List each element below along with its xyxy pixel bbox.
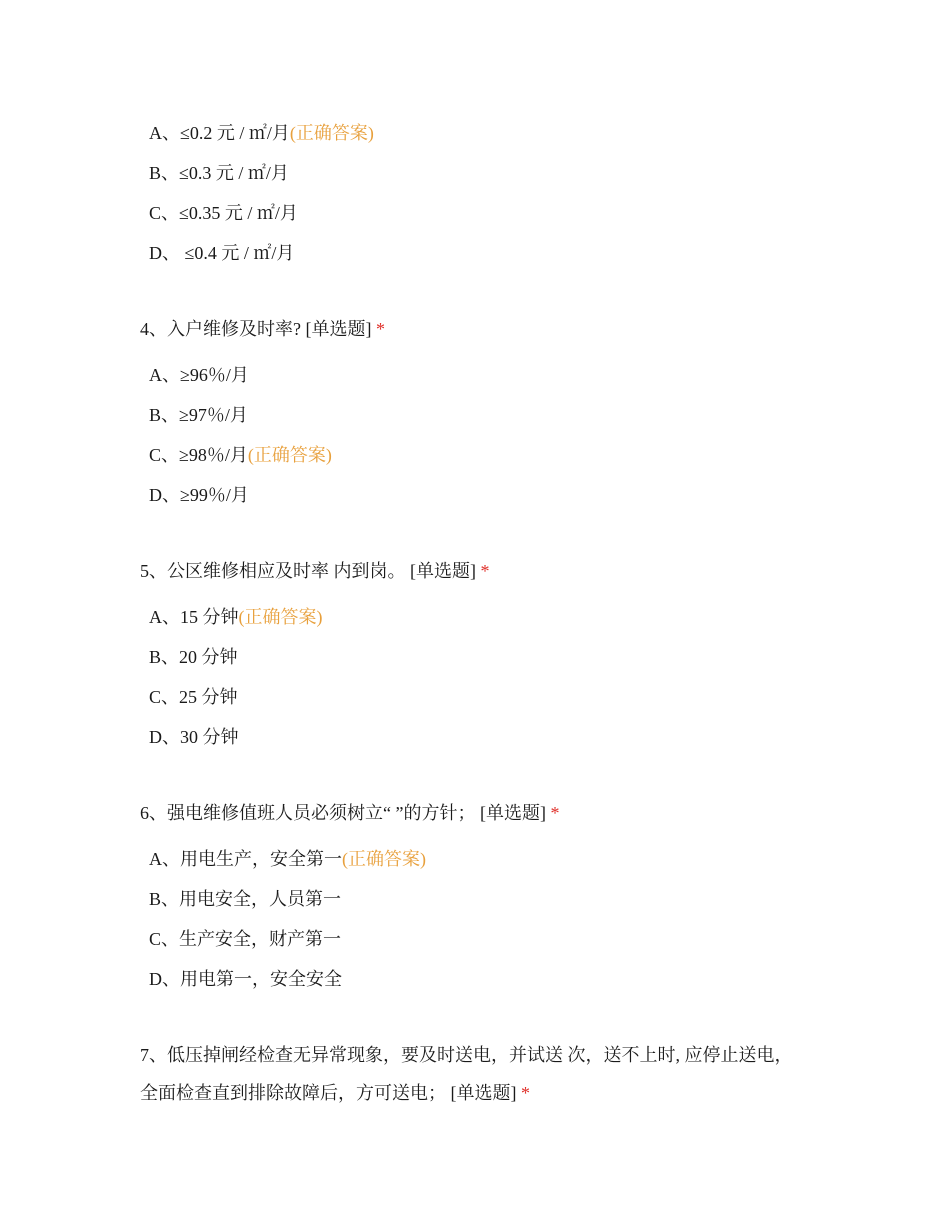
q6-option-a: [149, 847, 426, 871]
q4-option-d: [149, 483, 249, 507]
correct-answer-tag: (正确答案): [247, 445, 332, 465]
option-text: C、≤0.35 元 / ㎡/月: [149, 203, 298, 223]
q6-option-c: [149, 927, 341, 951]
q4-option-b: [149, 403, 248, 427]
q5-option-b: [149, 645, 238, 669]
q3-option-a: [149, 121, 374, 145]
q5-option-a: [149, 605, 323, 629]
option-text: D、30 分钟: [149, 727, 239, 747]
required-mark: *: [480, 561, 490, 581]
question-text: 4、入户维修及时率? [单选题]: [140, 319, 372, 339]
q3-option-d: [149, 241, 294, 265]
required-mark: *: [375, 319, 385, 339]
option-text: B、≥97％/月: [149, 405, 248, 425]
option-text: A、≥96％/月: [149, 365, 249, 385]
option-text: A、15 分钟: [149, 607, 239, 627]
required-mark: *: [550, 803, 560, 823]
option-text: D、≥99％/月: [149, 485, 249, 505]
option-text: D、 ≤0.4 元 / ㎡/月: [149, 243, 295, 263]
q6-title: [140, 794, 800, 832]
option-text: A、用电生产，安全第一: [149, 849, 342, 869]
option-text: C、≥98％/月: [149, 445, 248, 465]
q5-title: [140, 552, 800, 590]
option-text: C、生产安全，财产第一: [149, 929, 342, 949]
option-text: C、25 分钟: [149, 687, 238, 707]
correct-answer-tag: (正确答案): [289, 123, 374, 143]
option-text: B、≤0.3 元 / ㎡/月: [149, 163, 289, 183]
q5-option-c: [149, 685, 238, 709]
q6-option-b: [149, 887, 341, 911]
q7-title: [140, 1036, 800, 1112]
option-text: B、用电安全，人员第一: [149, 889, 342, 909]
q4-title: [140, 310, 800, 348]
q4-option-c: [149, 443, 332, 467]
correct-answer-tag: (正确答案): [238, 607, 323, 627]
question-text: 5、公区维修相应及时率 内到岗。 [单选题]: [140, 561, 476, 581]
question-text: 6、强电维修值班人员必须树立“ ”的方针； [单选题]: [140, 803, 546, 823]
option-text: A、≤0.2 元 / ㎡/月: [149, 123, 290, 143]
q6-option-d: [149, 967, 342, 991]
question-text: 7、低压掉闸经检查无异常现象，要及时送电，并试送 次，送不上时, 应停止送电，全面检查直到排除故障后，方可送电； [单选题]: [140, 1045, 793, 1103]
required-mark: *: [521, 1083, 530, 1103]
option-text: B、20 分钟: [149, 647, 238, 667]
q3-option-b: [149, 161, 289, 185]
correct-answer-tag: (正确答案): [342, 849, 426, 869]
q4-option-a: [149, 363, 249, 387]
q5-option-d: [149, 725, 239, 749]
q3-option-c: [149, 201, 298, 225]
option-text: D、用电第一，安全安全: [149, 969, 342, 989]
